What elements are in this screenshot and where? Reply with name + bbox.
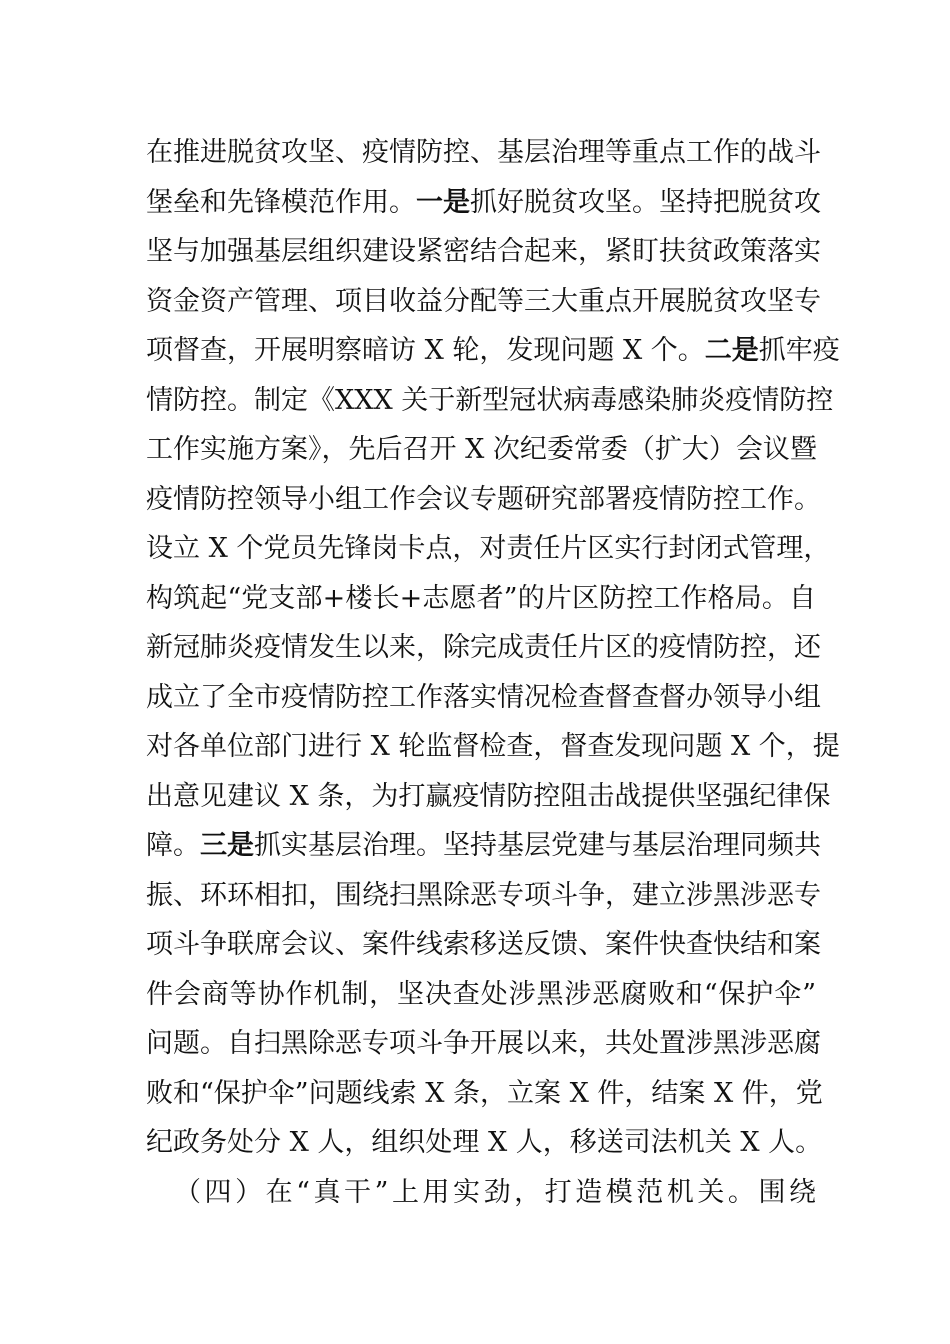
- text-line: [146, 821, 821, 871]
- text-line: [146, 277, 821, 327]
- text-run: 抓好脱贫攻坚。坚持把脱贫攻: [470, 186, 821, 218]
- text-line: [146, 376, 834, 426]
- text-run: 纪政务处分 X 人，组织处理 X 人，移送司法机关 X 人。: [146, 1127, 823, 1158]
- text-line: [146, 673, 821, 723]
- text-line: [146, 623, 821, 673]
- text-run: 项督查，开展明察暗访 X 轮，发现问题 X 个。: [146, 335, 705, 366]
- text-run: 败和“保护伞”问题线索 X 条，立案 X 件，结案 X 件，党: [146, 1077, 823, 1109]
- text-run: 设立 X 个党员先锋岗卡点，对责任片区实行封闭式管理，: [146, 533, 831, 564]
- text-run: 资金资产管理、项目收益分配等三大重点开展脱贫攻坚专: [146, 285, 821, 317]
- text-run: 坚与加强基层组织建设紧密结合起来，紧盯扶贫政策落实: [146, 236, 821, 267]
- text-run: 出意见建议 X 条，为打赢疫情防控阻击战提供坚强纪律保: [146, 780, 831, 812]
- section-heading-line: [146, 1168, 816, 1218]
- text-line: [146, 1069, 823, 1119]
- text-line: [146, 425, 816, 475]
- text-line: [146, 871, 821, 921]
- text-line: [146, 574, 816, 624]
- text-line: [146, 227, 821, 277]
- text-line: [146, 1118, 823, 1168]
- text-line: [146, 475, 821, 525]
- text-run: 问题。自扫黑除恶专项斗争开展以来，共处置涉黑涉恶腐: [146, 1028, 821, 1059]
- body-text: [146, 128, 840, 1217]
- text-run: 振、环环相扣，围绕扫黑除恶专项斗争，建立涉黑涉恶专: [146, 879, 821, 911]
- text-run: 成立了全市疫情防控工作落实情况检查督查督办领导小组: [146, 681, 821, 713]
- text-line: [146, 178, 821, 228]
- text-run: 新冠肺炎疫情发生以来，除完成责任片区的疫情防控，还: [146, 632, 821, 663]
- text-run: （四）在“真干”上用实劲，打造模范机关。围绕: [174, 1176, 816, 1208]
- paragraph-section-four: [146, 1168, 816, 1218]
- text-run: 工作实施方案》，先后召开 X 次纪委常委（扩大）会议暨: [146, 434, 817, 465]
- text-run: 件会商等协作机制，坚决查处涉黑涉恶腐败和“保护伞”: [146, 978, 816, 1010]
- text-run: 堡垒和先锋模范作用。: [146, 186, 416, 218]
- bold-marker-three: 三是: [200, 830, 254, 861]
- text-run: 障。: [146, 830, 200, 861]
- text-run: 对各单位部门进行 X 轮监督检查，督查发现问题 X 个，提: [146, 731, 840, 762]
- text-line: [146, 524, 831, 574]
- text-line: [146, 1019, 821, 1069]
- text-run: 项斗争联席会议、案件线索移送反馈、案件快查快结和案: [146, 929, 821, 960]
- text-line: [146, 772, 831, 822]
- text-line: [146, 722, 840, 772]
- text-line: [146, 920, 821, 970]
- text-run: 抓牢疫: [758, 335, 840, 366]
- text-line: [146, 970, 816, 1020]
- text-run: 在推进脱贫攻坚、疫情防控、基层治理等重点工作的战斗: [146, 137, 821, 168]
- text-run: 情防控。制定《XXX 关于新型冠状病毒感染肺炎疫情防控: [146, 384, 834, 416]
- text-line: [146, 128, 821, 178]
- bold-marker-one: 一是: [416, 186, 470, 218]
- bold-marker-two: 二是: [704, 335, 759, 366]
- text-run: 构筑起“党支部+楼长+志愿者”的片区防控工作格局。自: [146, 582, 816, 614]
- paragraph-continuation: [146, 128, 840, 1168]
- text-run: 抓实基层治理。坚持基层党建与基层治理同频共: [254, 830, 821, 861]
- text-run: 疫情防控领导小组工作会议专题研究部署疫情防控工作。: [146, 483, 821, 515]
- text-line: [146, 326, 840, 376]
